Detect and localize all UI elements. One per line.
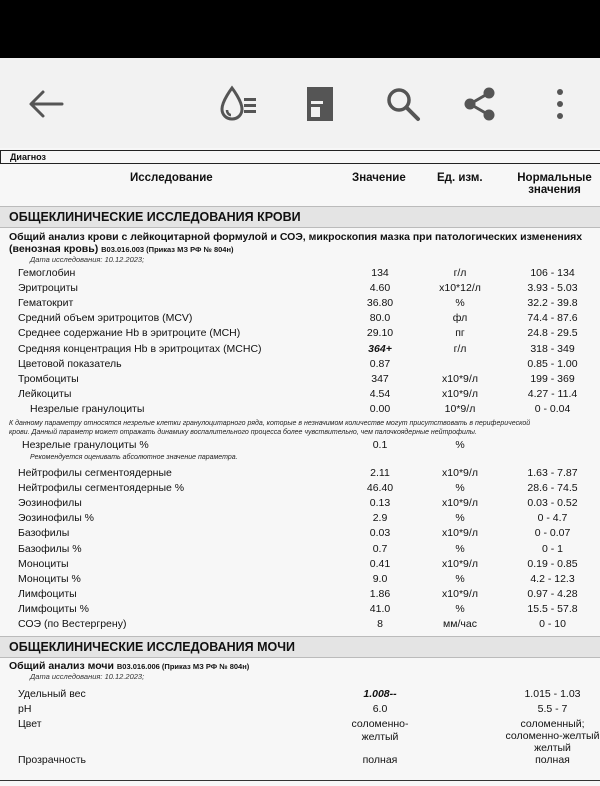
row-norm: 5.5 - 7: [537, 703, 568, 715]
diagnosis-label: Диагноз: [0, 150, 600, 164]
search-button[interactable]: [383, 84, 423, 124]
table-row: [0, 572, 600, 587]
row-value: 46.40: [366, 482, 394, 495]
blood-test-date: Дата исследования: 10.12.2023;: [30, 255, 145, 264]
row-name: Моноциты %: [18, 572, 81, 585]
row-unit: х10*9/л: [442, 557, 478, 570]
row-norm: 0 - 0.07: [534, 527, 571, 540]
row-norm: 24.8 - 29.5: [527, 327, 578, 340]
row-value-line: соломенно-: [351, 718, 409, 730]
row-norm: 32.2 - 39.8: [527, 297, 578, 310]
water-drop-list-button[interactable]: [218, 84, 258, 124]
row-value: 0.00: [369, 402, 391, 415]
row-unit: %: [455, 482, 465, 495]
row-value: 36.80: [366, 297, 394, 310]
row-unit: мм/час: [443, 618, 477, 630]
row-unit: 10*9/л: [444, 402, 476, 415]
row-name: Моноциты: [18, 557, 69, 570]
row-value: 2.9: [372, 512, 388, 525]
row-unit: %: [455, 297, 465, 310]
table-row: [0, 481, 600, 496]
row-value: 1.008--: [363, 688, 397, 700]
table-row: [0, 511, 600, 526]
table-row: [0, 342, 600, 357]
search-icon: [385, 86, 421, 122]
document-icon: [305, 85, 335, 123]
row-name: Незрелые гранулоциты: [30, 402, 145, 415]
row-norm: 0.97 - 4.28: [527, 587, 578, 600]
status-bar: [0, 0, 600, 58]
row-norm: 1.015 - 1.03: [524, 688, 581, 700]
row-value: 8: [377, 618, 383, 630]
row-value: 41.0: [369, 602, 391, 615]
share-icon: [462, 86, 498, 122]
row-unit: х10*9/л: [442, 497, 478, 510]
more-vert-icon: [555, 87, 565, 121]
table-row: [0, 542, 600, 557]
page-bottom-rule: [0, 780, 600, 781]
table-row: [0, 687, 600, 702]
row-name: Средняя концентрация Hb в эритроцитах (MCHC): [18, 342, 262, 355]
urine-test-title: [9, 660, 249, 672]
row-norm: 4.27 - 11.4: [527, 387, 578, 400]
row-name: Базофилы: [18, 527, 70, 540]
lab-report-document: [0, 148, 600, 786]
row-value: 0.7: [372, 542, 388, 555]
table-row: [0, 587, 600, 602]
table-row: [0, 602, 600, 617]
header-norm: [497, 172, 600, 196]
row-norm: 15.5 - 57.8: [527, 602, 578, 615]
row-value: 347: [371, 372, 389, 385]
row-norm: 0 - 4.7: [537, 512, 568, 525]
row-unit: х10*9/л: [442, 467, 478, 479]
row-norm: 3.93 - 5.03: [527, 282, 578, 295]
row-norm-line: соломенно-желтый: [505, 730, 600, 742]
arrow-left-icon: [28, 89, 64, 119]
row-value: 0.13: [369, 497, 391, 510]
row-norm: 199 - 369: [530, 372, 575, 385]
table-row: [0, 296, 600, 311]
recommend-note: Рекомендуется оценивать абсолютное значение параметра.: [30, 454, 238, 461]
header-unit: Ед. изм.: [437, 172, 483, 184]
row-value: 0.87: [369, 357, 391, 370]
row-norm-line: соломенный;: [520, 718, 585, 730]
header-study: Исследование: [130, 172, 213, 184]
row-norm: 4.2 - 12.3: [530, 572, 575, 585]
urine-test-name: Общий анализ мочи: [9, 660, 114, 672]
more-options-button[interactable]: [540, 84, 580, 124]
row-name: Эозинофилы: [18, 497, 82, 510]
row-value: 364+: [368, 342, 392, 355]
app-toolbar: [0, 58, 600, 148]
table-row: [0, 526, 600, 541]
row-name: Цветовой показатель: [18, 357, 122, 370]
row-name: Нейтрофилы сегментоядерные %: [18, 482, 185, 495]
row-unit: х10*9/л: [442, 372, 478, 385]
table-row: [0, 402, 600, 417]
table-row: [0, 717, 600, 757]
row-value: 0.1: [372, 439, 388, 451]
immature-note-line1: К данному параметру относятся незрелые клетки гранулоцитарного ряда, которые в незначимом количестве могут присутствовать в периферической: [9, 420, 531, 427]
row-value: 0.03: [369, 527, 391, 540]
row-name: Тромбоциты: [18, 372, 79, 385]
row-value: 29.10: [366, 327, 394, 340]
row-value: 6.0: [372, 703, 388, 715]
share-button[interactable]: [460, 84, 500, 124]
row-unit: %: [455, 602, 465, 615]
row-norm: 0.85 - 1.00: [527, 357, 578, 370]
row-norm: 0 - 1: [541, 542, 563, 555]
row-unit: фл: [452, 312, 468, 325]
row-norm: 0.19 - 0.85: [527, 557, 578, 570]
blood-test-code: B03.016.003 (Приказ МЗ РФ № 804н): [101, 245, 234, 254]
row-value: 4.54: [369, 387, 391, 400]
table-row: [0, 387, 600, 402]
row-value-line: желтый: [361, 731, 399, 743]
row-unit: х10*12/л: [439, 282, 481, 295]
row-unit: пг: [455, 327, 465, 340]
row-unit: х10*9/л: [442, 527, 478, 540]
table-row: [0, 617, 600, 632]
row-name: Эритроциты: [18, 282, 78, 295]
header-value: Значение: [352, 172, 406, 184]
table-row: [0, 466, 600, 481]
table-row: [0, 753, 600, 768]
table-row: [0, 372, 600, 387]
row-norm: 0 - 10: [539, 618, 566, 630]
header-norm-line1: Нормальные: [517, 172, 592, 184]
table-row: [0, 311, 600, 326]
table-row: [0, 357, 600, 372]
row-name: Базофилы %: [18, 542, 82, 555]
table-row: [0, 326, 600, 341]
table-row: [0, 557, 600, 572]
row-unit: г/л: [453, 267, 467, 279]
table-row: [0, 266, 600, 281]
document-button[interactable]: [300, 84, 340, 124]
blood-test-title-tail: (венозная кровь): [9, 243, 99, 255]
row-norm: 74.4 - 87.6: [527, 312, 578, 325]
urine-section-title: ОБЩЕКЛИНИЧЕСКИЕ ИССЛЕДОВАНИЯ МОЧИ: [0, 636, 600, 658]
row-name: Нейтрофилы сегментоядерные: [18, 467, 172, 479]
row-unit: %: [455, 542, 465, 555]
row-norm-line: желтый: [534, 742, 571, 754]
row-unit: %: [455, 439, 465, 451]
row-value: 1.86: [369, 587, 391, 600]
row-value: 0.41: [369, 557, 391, 570]
row-name: Удельный вес: [18, 688, 86, 700]
row-norm: 106 - 134: [530, 267, 575, 279]
row-value: [335, 718, 425, 744]
table-row: [0, 438, 600, 453]
row-norm: 0.03 - 0.52: [527, 497, 578, 510]
row-value: 9.0: [372, 572, 388, 585]
table-row: [0, 702, 600, 717]
water-drop-list-icon: [218, 84, 258, 124]
urine-test-date: Дата исследования: 10.12.2023;: [30, 672, 145, 681]
row-value: полная: [362, 754, 398, 766]
immature-note-line2: крови. Данный параметр может отражать динамику воспалительного процесса более чувствительно, чем палочкоядерные нейтрофилы.: [9, 429, 477, 436]
row-unit: х10*9/л: [442, 387, 478, 400]
row-unit: х10*9/л: [442, 587, 478, 600]
row-name: Лейкоциты: [18, 387, 72, 400]
blood-test-title-line1: Общий анализ крови с лейкоцитарной формулой и СОЭ, микроскопия мазка при патологических изменениях: [9, 231, 583, 243]
row-name: Лимфоциты %: [18, 602, 89, 615]
row-name: СОЭ (по Вестергрену): [18, 618, 127, 630]
row-unit: г/л: [453, 342, 467, 355]
row-value: 80.0: [369, 312, 391, 325]
row-name: Средний объем эритроцитов (MCV): [18, 312, 193, 325]
back-button[interactable]: [26, 84, 66, 124]
row-name: Гемоглобин: [18, 267, 76, 279]
row-norm: 318 - 349: [530, 342, 575, 355]
row-value: 4.60: [369, 282, 391, 295]
blood-section-title: ОБЩЕКЛИНИЧЕСКИЕ ИССЛЕДОВАНИЯ КРОВИ: [0, 206, 600, 228]
row-unit: %: [455, 572, 465, 585]
urine-test-code: B03.016.006 (Приказ МЗ РФ № 804н): [116, 662, 250, 671]
row-value: 2.11: [370, 467, 390, 479]
row-norm: 1.63 - 7.87: [527, 467, 578, 479]
row-norm: 0 - 0.04: [534, 402, 571, 415]
table-row: [0, 281, 600, 296]
row-unit: %: [455, 512, 465, 525]
row-norm: [495, 718, 600, 754]
row-name: Эозинофилы %: [18, 512, 95, 525]
row-name: pH: [18, 703, 32, 715]
row-norm: полная: [535, 754, 570, 766]
blood-test-title-line2: [9, 243, 234, 255]
header-norm-line2: значения: [528, 184, 581, 196]
row-value: 134: [371, 267, 389, 279]
row-name: Гематокрит: [18, 297, 74, 310]
row-name: Цвет: [18, 718, 42, 730]
row-name: Прозрачность: [18, 754, 87, 766]
row-norm: 28.6 - 74.5: [527, 482, 578, 495]
row-name: Незрелые гранулоциты %: [22, 439, 149, 451]
row-name: Среднее содержание Hb в эритроците (MCH): [18, 327, 241, 340]
table-row: [0, 496, 600, 511]
row-name: Лимфоциты: [18, 587, 77, 600]
